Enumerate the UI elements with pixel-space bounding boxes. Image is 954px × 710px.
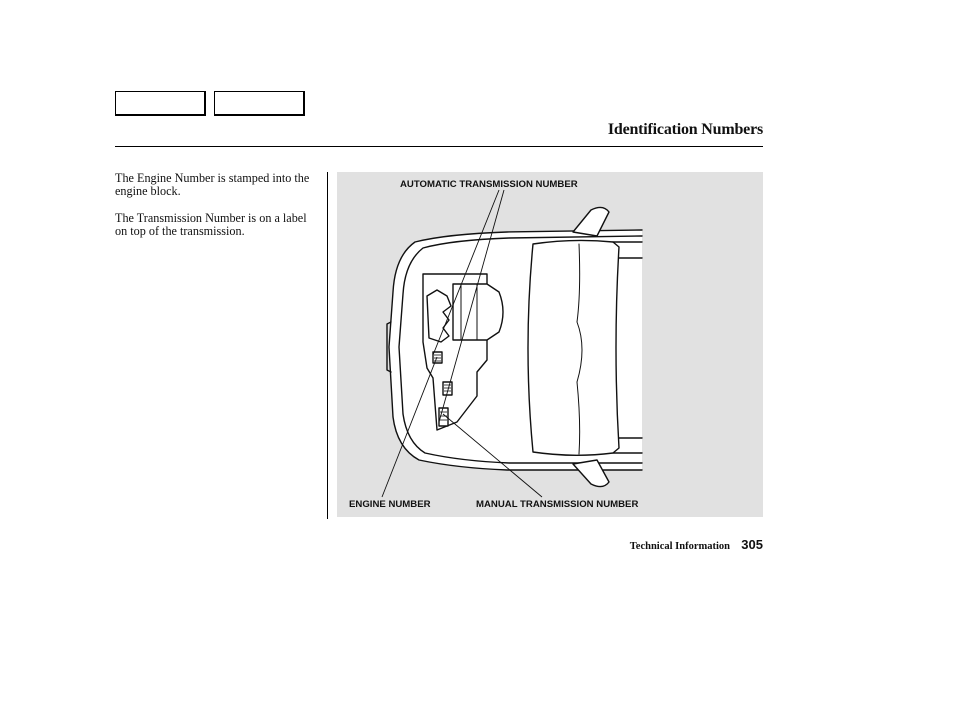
previous-page-button[interactable] (115, 91, 206, 116)
column-divider (327, 172, 328, 519)
page-title: Identification Numbers (607, 121, 763, 138)
engine-compartment-figure (337, 172, 763, 517)
page-number: 305 (741, 537, 763, 552)
footer-section-title: Technical Information (629, 541, 730, 552)
automatic-transmission-number-label: AUTOMATIC TRANSMISSION NUMBER (400, 179, 578, 190)
transmission-number-paragraph: The Transmission Number is on a label on top of the transmission. (115, 211, 307, 238)
manual-transmission-number-label: MANUAL TRANSMISSION NUMBER (476, 499, 639, 510)
car-top-view-illustration (337, 172, 763, 517)
next-page-button[interactable] (214, 91, 305, 116)
header-rule (115, 146, 763, 147)
engine-number-label: ENGINE NUMBER (349, 499, 431, 510)
engine-number-paragraph: The Engine Number is stamped into the engine block. (115, 171, 310, 198)
